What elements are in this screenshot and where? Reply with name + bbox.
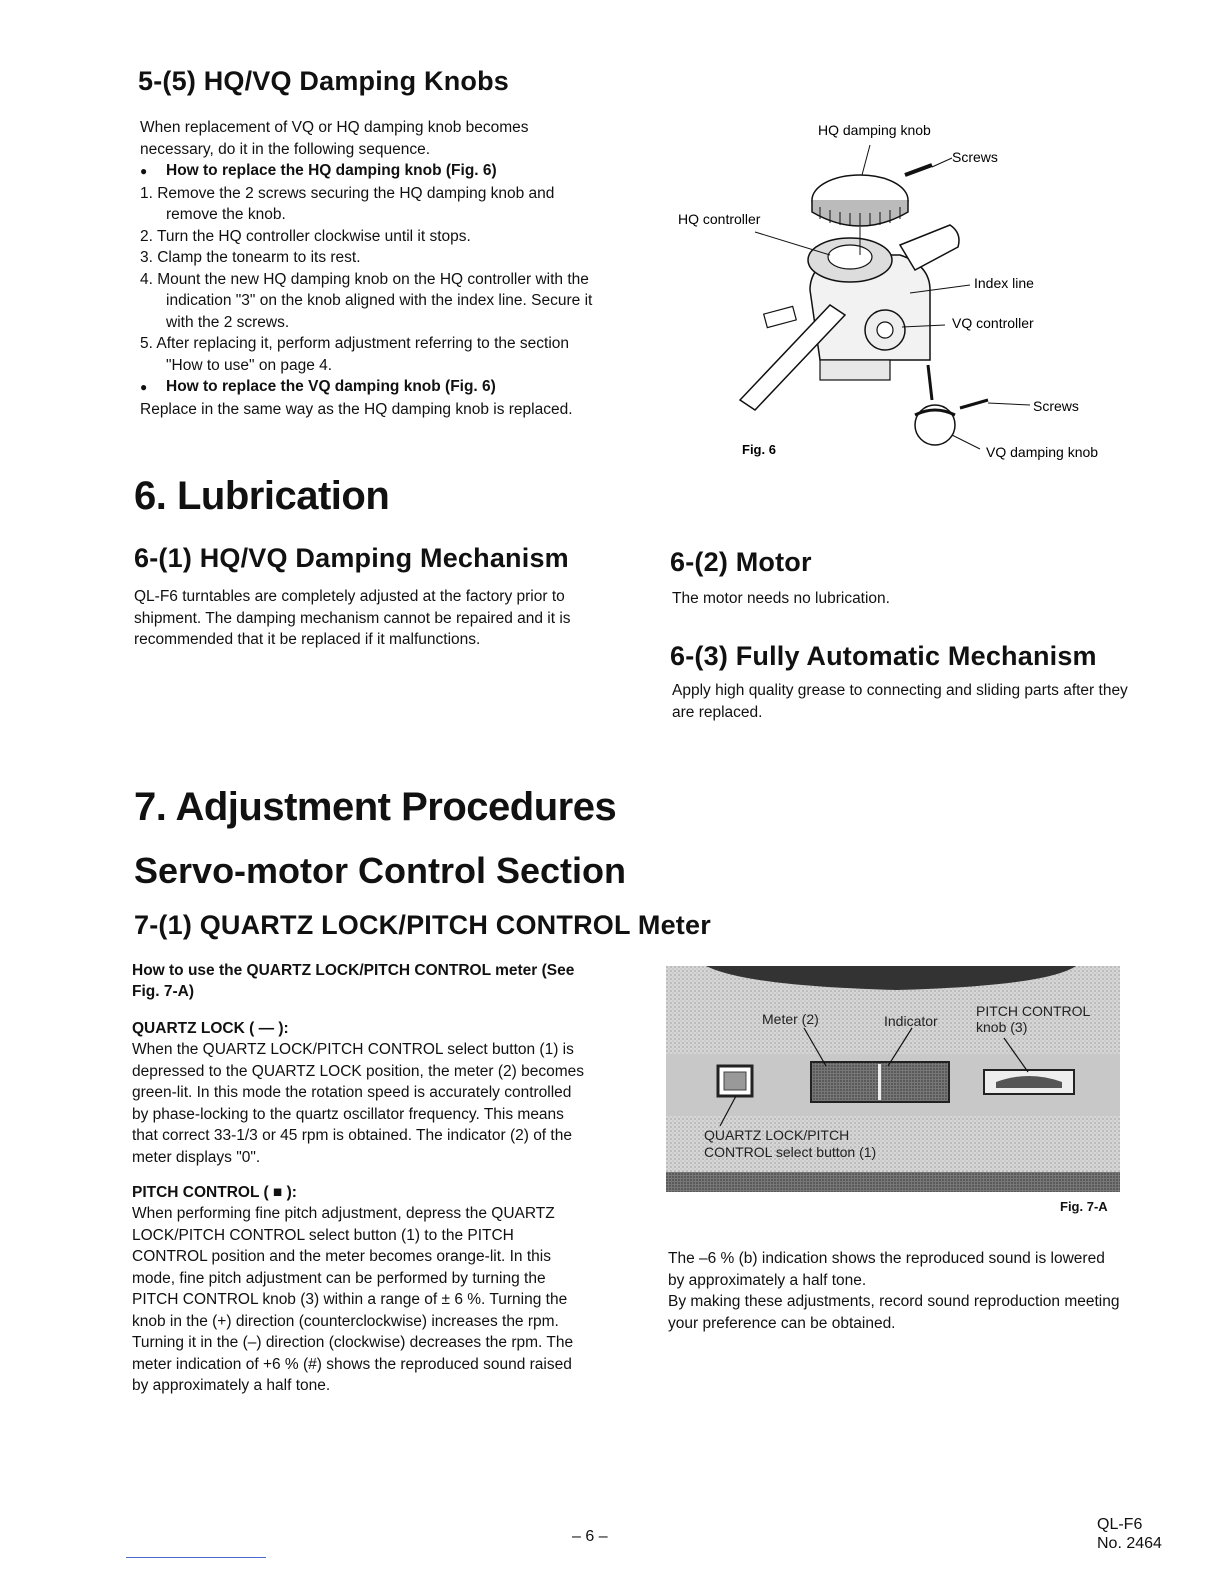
section-6-3-body: Apply high quality grease to connecting and sliding parts after they are replaced. <box>672 682 1128 721</box>
section-7-title: 7. Adjustment Procedures <box>134 785 617 829</box>
document-number: No. 2464 <box>1097 1535 1162 1552</box>
label-select-1: QUARTZ LOCK/PITCH <box>704 1127 850 1143</box>
section-7-1-title: 7-(1) QUARTZ LOCK/PITCH CONTROL Meter <box>134 910 711 940</box>
section-6-2-title: 6-(2) Motor <box>670 547 812 577</box>
pitch-control-text: When performing fine pitch adjustment, depress the QUARTZ LOCK/PITCH CONTROL select button (1) to the PITCH CONTROL position and the meter becomes orange-lit. In this mode, fine pitch adjustment can be performed by turning the PITCH CONTROL knob (3) within a range of ± 6 %. Turning the knob in the (+) direction (counterclockwise) increases the rpm. Turning it in the (–) direction (clockwise) decreases the rpm. The meter indication of +6 % (#) shows the reproduced sound raised by approximately a half tone. <box>132 1205 574 1394</box>
label-vq-damping-knob: VQ damping knob <box>986 444 1099 460</box>
section-6-1-title: 6-(1) HQ/VQ Damping Mechanism <box>134 543 569 573</box>
step-item: 2. Turn the HQ controller clockwise until it stops. <box>140 227 471 245</box>
label-meter: Meter (2) <box>762 1011 819 1027</box>
section-6-1-body: QL-F6 turntables are completely adjusted at the factory prior to shipment. The damping mechanism cannot be repaired and it is recommended that it be replaced if it malfunctions. <box>134 588 571 648</box>
fig6-caption: Fig. 6 <box>742 442 776 457</box>
howto-heading: How to use the QUARTZ LOCK/PITCH CONTROL meter (See Fig. 7-A) <box>132 962 575 1000</box>
label-screws-top: Screws <box>952 149 998 165</box>
footer-rule <box>126 1557 266 1558</box>
vq-replace-text: Replace in the same way as the HQ damping knob is replaced. <box>140 400 573 418</box>
section-5-5-title: 5-(5) HQ/VQ Damping Knobs <box>138 66 510 96</box>
label-index-line: Index line <box>974 275 1034 291</box>
fig7a-photo <box>666 966 1120 1196</box>
label-hq-controller: HQ controller <box>678 211 761 227</box>
label-indicator: Indicator <box>884 1013 938 1029</box>
step-item: 5. After replacing it, perform adjustment referring to the section "How to use" on page 4. <box>140 335 570 374</box>
quartz-lock-text: When the QUARTZ LOCK/PITCH CONTROL select button (1) is depressed to the QUARTZ LOCK position, the meter (2) becomes green-lit. In this mode the rotation speed is accurately controlled by phase-locking to the quartz oscillator frequency. This means that correct 33-1/3 or 45 rpm is obtained. The indicator (2) of the meter displays "0". <box>132 1041 584 1166</box>
label-pitch-knob-1: PITCH CONTROL <box>976 1003 1091 1019</box>
vq-replace-heading: ● How to replace the VQ damping knob (Fig. 6) <box>140 376 596 399</box>
section-7-subtitle: Servo-motor Control Section <box>134 850 627 891</box>
step-item: 4. Mount the new HQ damping knob on the HQ controller with the indication "3" on the knob aligned with the index line. Secure it with the 2 screws. <box>140 270 593 331</box>
page-number: – 6 – <box>572 1528 608 1545</box>
hq-replace-steps <box>140 183 596 377</box>
quartz-lock-heading: QUARTZ LOCK ( — ): <box>132 1020 289 1037</box>
pitch-control-heading: PITCH CONTROL ( ■ ): <box>132 1184 297 1201</box>
model-name: QL-F6 <box>1097 1516 1143 1533</box>
section-6-3-title: 6-(3) Fully Automatic Mechanism <box>670 641 1097 671</box>
preference-text: By making these adjustments, record sound reproduction meeting your preference can be obtained. <box>668 1293 1120 1332</box>
label-vq-controller: VQ controller <box>952 315 1034 331</box>
section-7-1-body <box>132 960 588 1397</box>
step-item: 1. Remove the 2 screws securing the HQ damping knob and remove the knob. <box>140 184 555 223</box>
step-item: 3. Clamp the tonearm to its rest. <box>140 249 361 266</box>
label-pitch-knob-2: knob (3) <box>976 1019 1028 1035</box>
label-hq-damping-knob: HQ damping knob <box>818 122 931 138</box>
section-5-5-body <box>140 117 596 420</box>
minus-6-text: The –6 % (b) indication shows the reproduced sound is lowered by approximately a half tone. <box>668 1250 1105 1289</box>
label-select-2: CONTROL select button (1) <box>704 1144 877 1160</box>
section-6-2-body: The motor needs no lubrication. <box>672 590 890 607</box>
fig7a-caption: Fig. 7-A <box>1060 1199 1108 1214</box>
section-6-title: 6. Lubrication <box>134 474 390 518</box>
fig6-diagram <box>670 115 1130 470</box>
label-screws-bottom: Screws <box>1033 398 1079 414</box>
hq-replace-heading: ● How to replace the HQ damping knob (Fig. 6) <box>140 160 596 183</box>
section-7-1-right-body <box>668 1248 1124 1334</box>
section-5-5-intro: When replacement of VQ or HQ damping knob becomes necessary, do it in the following sequence. <box>140 119 529 158</box>
